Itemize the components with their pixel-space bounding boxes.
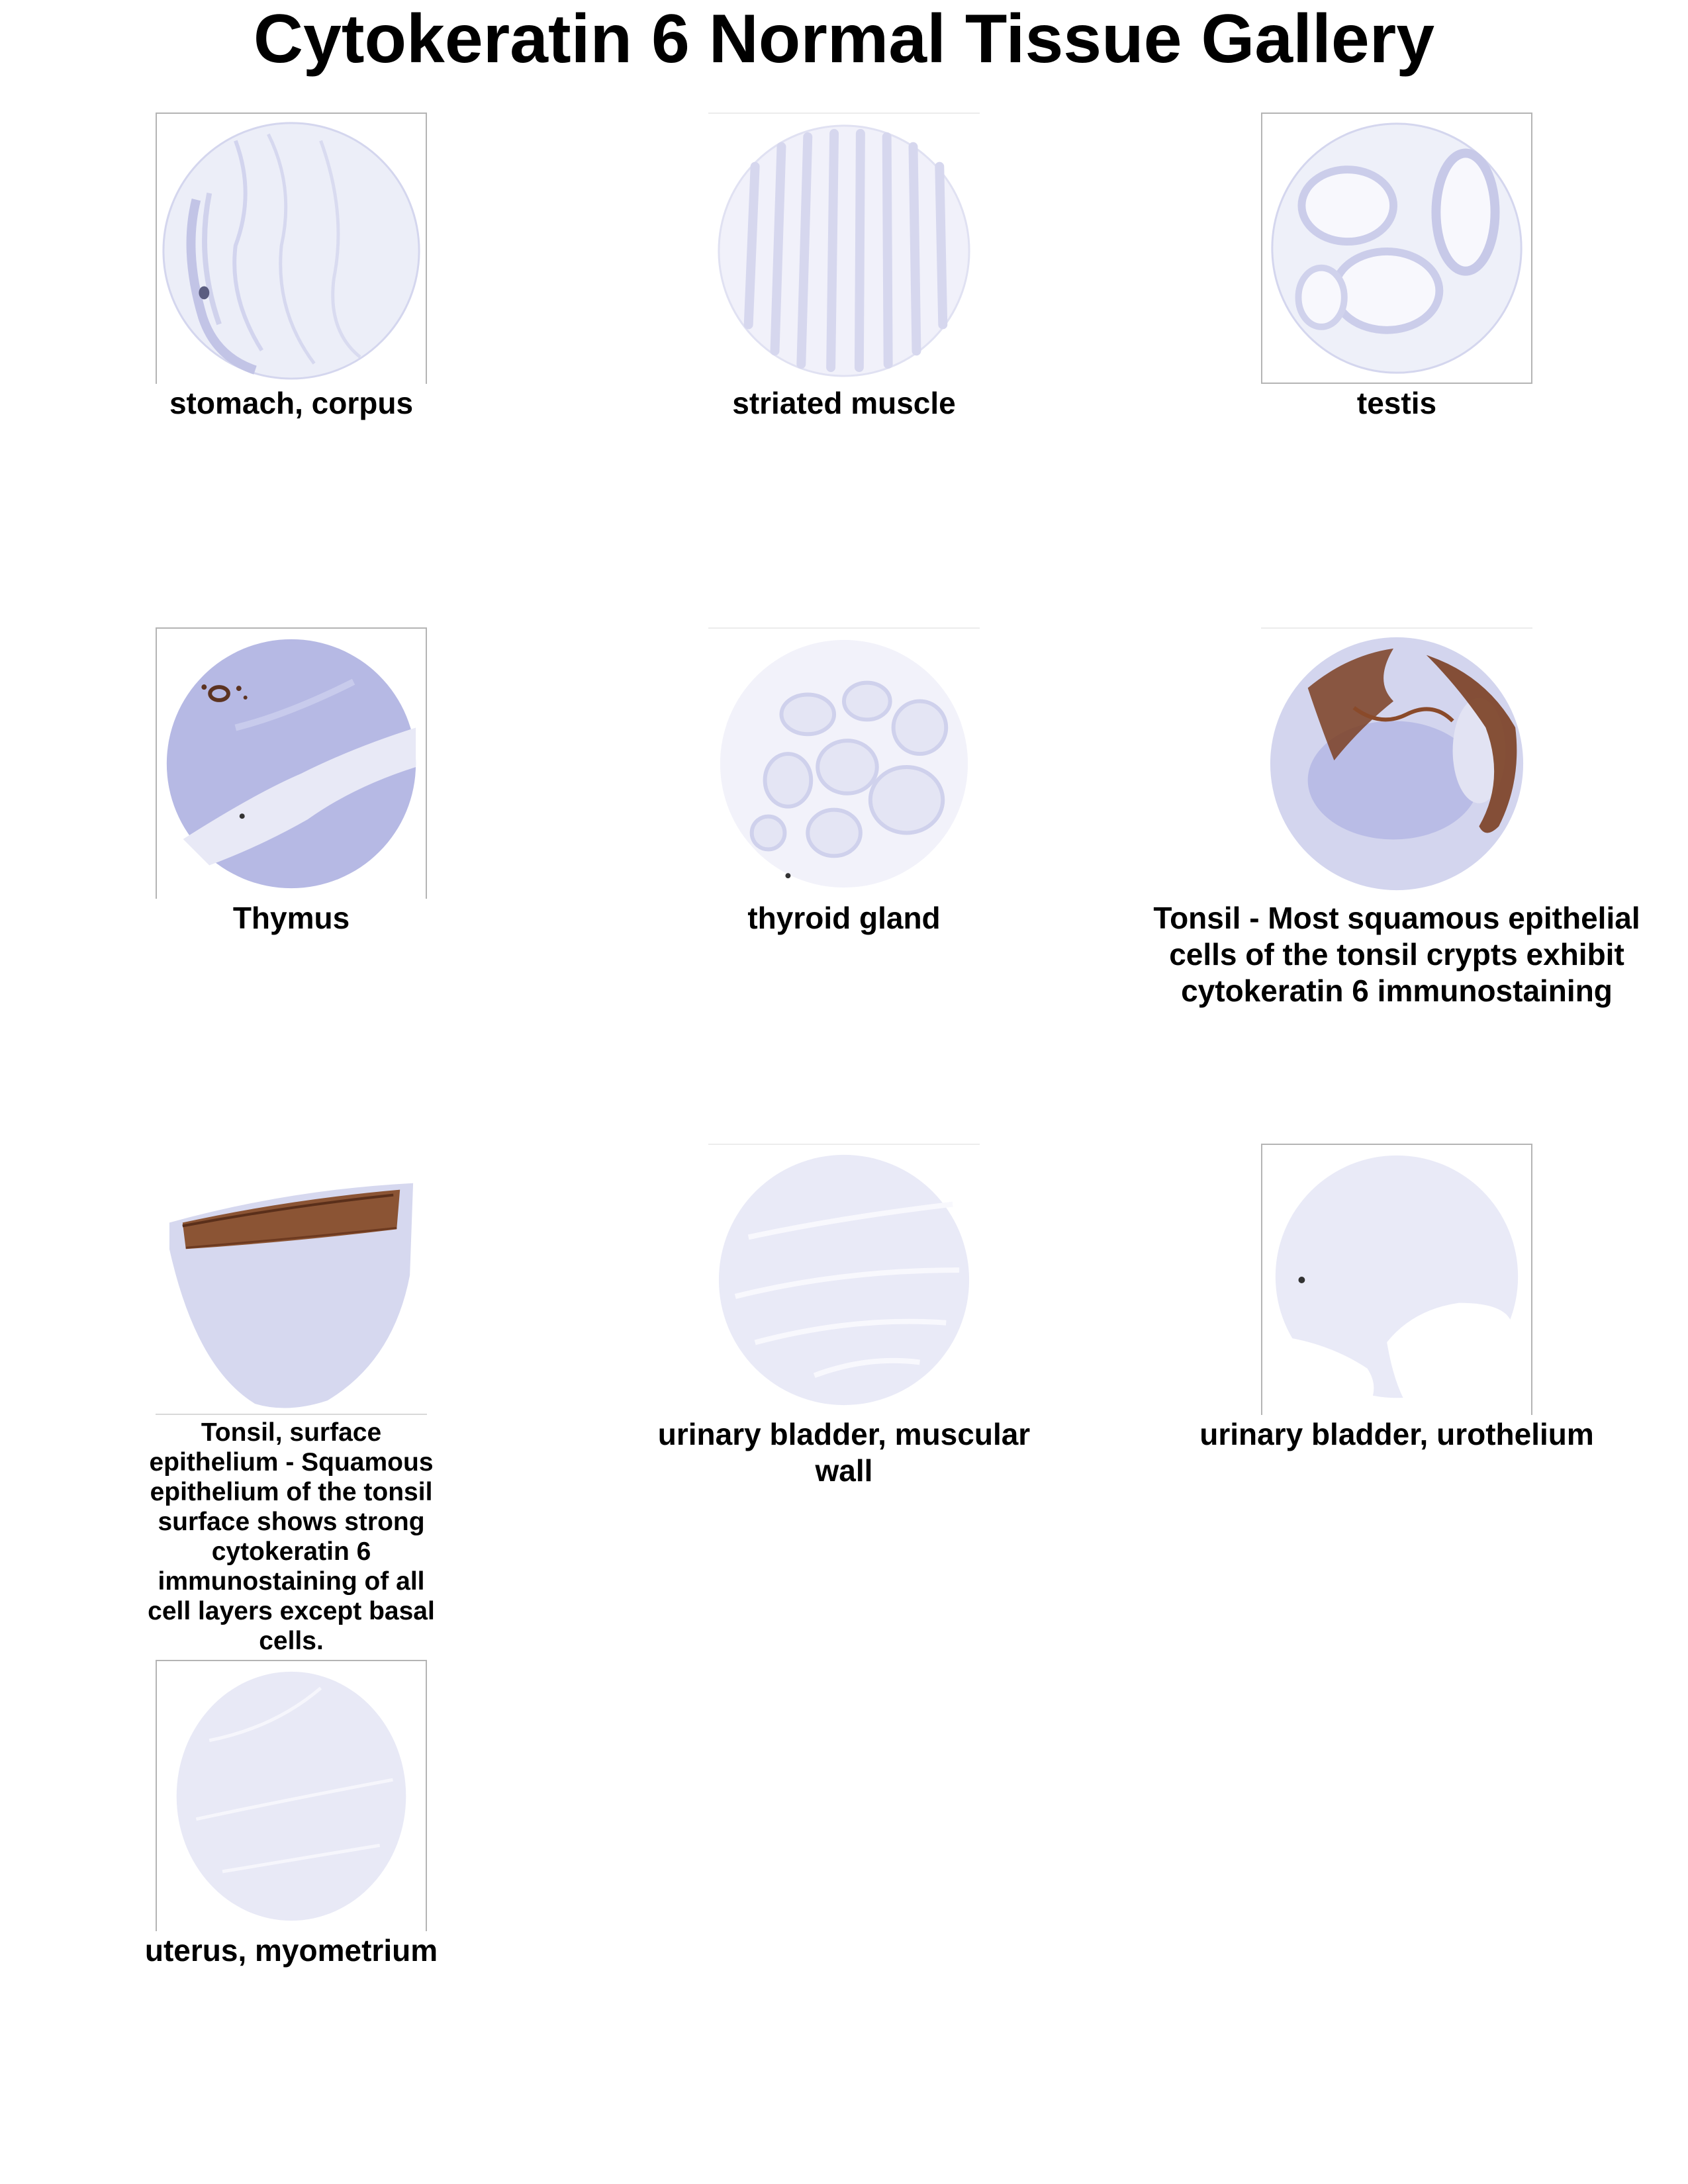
gallery-item-stomach[interactable] (20, 113, 563, 422)
page-title: Cytokeratin 6 Normal Tissue Gallery (253, 1, 1435, 77)
gallery-caption: striated muscle (732, 386, 956, 420)
testis-tissue-icon[interactable] (1261, 113, 1532, 384)
gallery-caption: uterus, myometrium (144, 1933, 438, 1968)
gallery-caption: testis (1356, 386, 1437, 420)
gallery-item-bladder-muscular[interactable] (573, 1144, 1115, 1489)
gallery-caption: urinary bladder, urothelium (1199, 1417, 1594, 1451)
uterus-tissue-icon[interactable] (156, 1660, 427, 1931)
gallery-caption: stomach, corpus (169, 386, 414, 420)
gallery-caption: Thymus (232, 901, 350, 935)
stomach-tissue-icon[interactable] (156, 113, 427, 384)
thyroid-tissue-icon[interactable] (708, 627, 980, 899)
bladder-urothelium-tissue-icon[interactable] (1261, 1144, 1532, 1415)
muscle-tissue-icon[interactable] (708, 113, 980, 384)
gallery-item-thymus[interactable] (20, 627, 563, 936)
gallery-item-thyroid[interactable] (573, 627, 1115, 936)
gallery-item-bladder-urothelium[interactable] (1125, 1144, 1668, 1453)
gallery-caption: Tonsil - Most squamous epithelial cells of the tonsil crypts exhibit cytokeratin 6 immunostaining (1153, 901, 1640, 1008)
bladder-muscle-tissue-icon[interactable] (708, 1144, 980, 1415)
gallery-caption: thyroid gland (747, 901, 941, 935)
thymus-tissue-icon[interactable] (156, 627, 427, 899)
tonsil-crypt-tissue-icon[interactable] (1261, 627, 1532, 899)
gallery-item-uterus[interactable] (20, 1660, 563, 1969)
gallery-item-striated-muscle[interactable] (573, 113, 1115, 422)
gallery-item-tonsil-crypts[interactable] (1125, 627, 1668, 1009)
gallery-caption: urinary bladder, muscular wall (657, 1417, 1031, 1488)
gallery-item-tonsil-surface[interactable] (20, 1144, 563, 1656)
tonsil-surface-tissue-icon[interactable] (156, 1144, 427, 1415)
gallery-item-testis[interactable] (1125, 113, 1668, 422)
gallery-caption: Tonsil, surface epithelium - Squamous epithelium of the tonsil surface shows strong cytokeratin 6 immunostaining of all cell layers except basal cells. (148, 1418, 435, 1655)
